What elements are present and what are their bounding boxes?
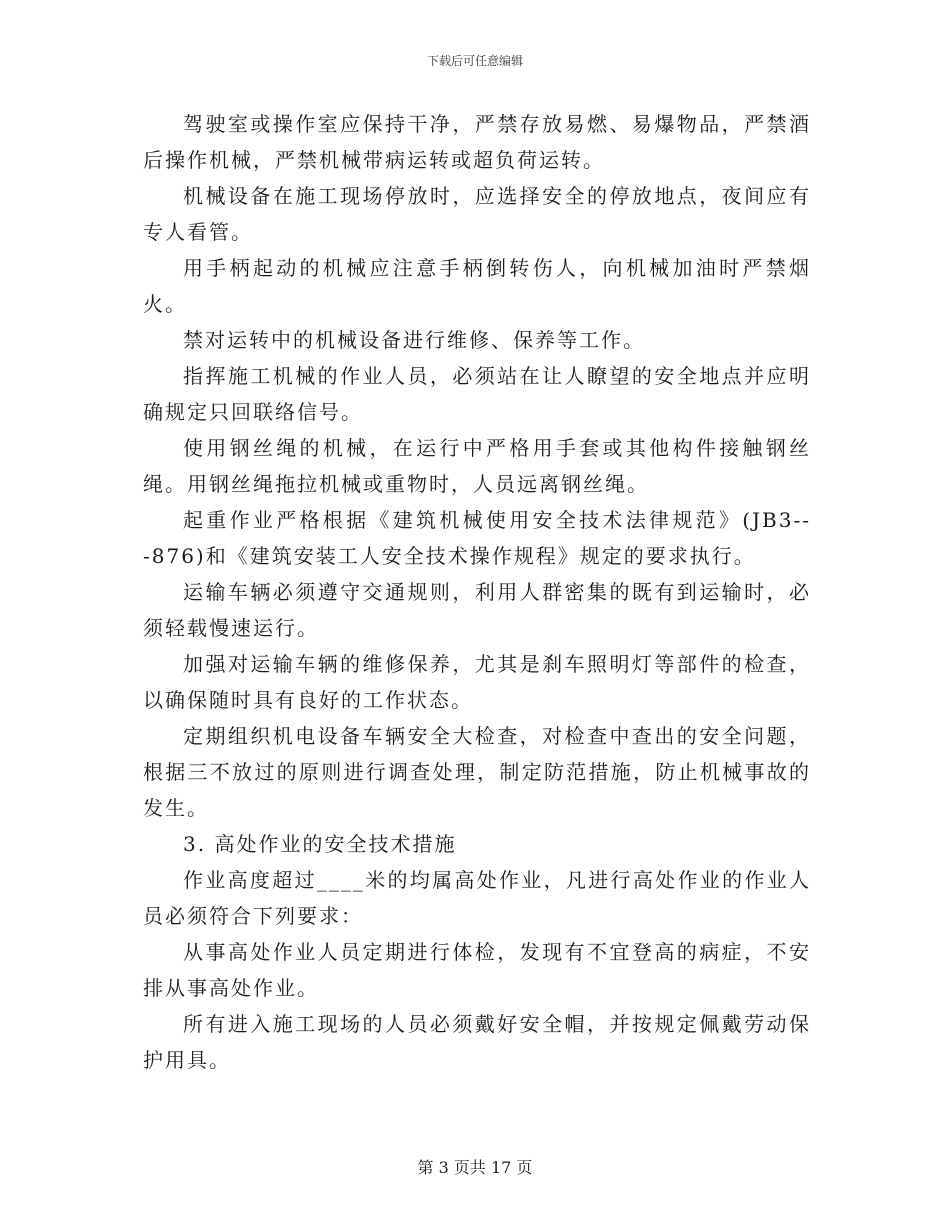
paragraph-lifting-regulations: 起重作业严格根据《建筑机械使用安全技术法律规范》(JB3---876)和《建筑安装工人安全技术操作规程》规定的要求执行。 xyxy=(143,508,811,568)
paragraph-safety-inspection: 定期组织机电设备车辆安全大检查，对检查中查出的安全问题，根据三不放过的原则进行调查处理，制定防范措施，防止机械事故的发生。 xyxy=(143,724,811,820)
paragraph-hand-crank: 用手柄起动的机械应注意手柄倒转伤人，向机械加油时严禁烟火。 xyxy=(143,256,811,316)
paragraph-height-definition: 作业高度超过____米的均属高处作业，凡进行高处作业的作业人员必须符合下列要求： xyxy=(143,868,811,928)
page-header: 下载后可任意编辑 xyxy=(426,54,523,68)
paragraph-parking: 机械设备在施工现场停放时，应选择安全的停放地点，夜间应有专人看管。 xyxy=(143,184,811,244)
paragraph-no-maintenance-running: 禁对运转中的机械设备进行维修、保养等工作。 xyxy=(183,328,645,352)
section-heading: 3. 高处作业的安全技术措施 xyxy=(183,832,457,856)
paragraph-cab-cleanliness: 驾驶室或操作室应保持干净，严禁存放易燃、易爆物品，严禁酒后操作机械，严禁机械带病运转或超负荷运转。 xyxy=(143,112,811,172)
paragraph-health-check: 从事高处作业人员定期进行体检，发现有不宜登高的病症，不安排从事高处作业。 xyxy=(143,940,811,1000)
page-number: 第 3 页共 17 页 xyxy=(417,1158,533,1177)
paragraph-safety-helmet: 所有进入施工现场的人员必须戴好安全帽，并按规定佩戴劳动保护用具。 xyxy=(143,1012,811,1072)
paragraph-traffic-rules: 运输车辆必须遵守交通规则，利用人群密集的既有到运输时，必须轻载慢速运行。 xyxy=(143,580,811,640)
paragraph-vehicle-maintenance: 加强对运输车辆的维修保养，尤其是刹车照明灯等部件的检查，以确保随时具有良好的工作状态。 xyxy=(143,652,811,712)
document-body xyxy=(143,106,811,1078)
paragraph-signal-operator: 指挥施工机械的作业人员，必须站在让人瞭望的安全地点并应明确规定只回联络信号。 xyxy=(143,364,811,424)
paragraph-wire-rope: 使用钢丝绳的机械，在运行中严格用手套或其他构件接触钢丝绳。用钢丝绳拖拉机械或重物时，人员远离钢丝绳。 xyxy=(143,436,811,496)
